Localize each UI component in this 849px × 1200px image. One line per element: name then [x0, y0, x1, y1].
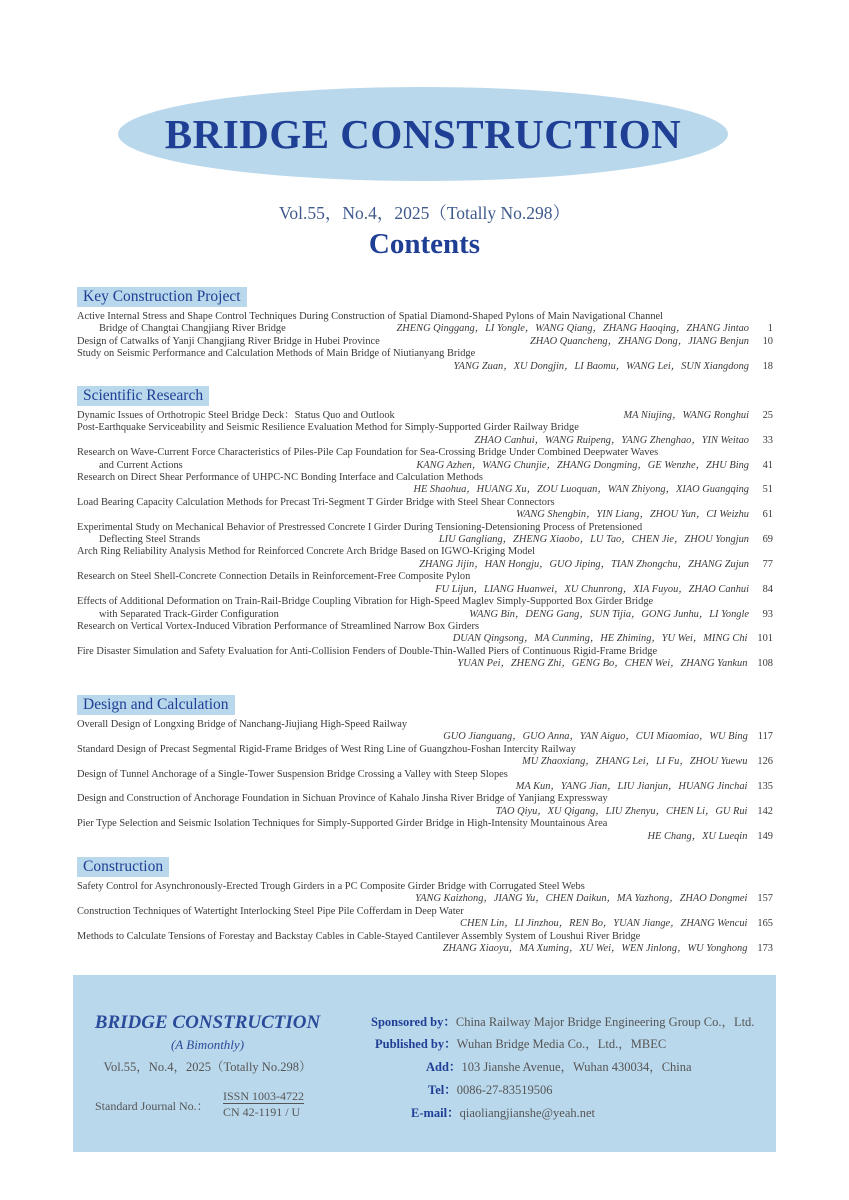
entry-page-number: 77 [762, 558, 773, 570]
toc-entry[interactable] [77, 348, 773, 373]
address [426, 1057, 692, 1075]
entry-authors: WANG Bin，DENG Gang，SUN Tijia，GONG Junhu，LI Yongle [469, 608, 749, 620]
entry-page-number: 10 [762, 335, 773, 347]
toc-entry[interactable] [77, 719, 773, 744]
toc-entry[interactable] [77, 336, 773, 348]
entry-authors: ZHENG Qinggang，LI Yongle，WANG Qiang，ZHANG Haoqing，ZHANG Jintao [396, 323, 749, 335]
toc-entry[interactable] [77, 793, 773, 818]
cn-number: CN 42-1191 / U [223, 1105, 301, 1119]
section-heading: Construction [77, 857, 169, 877]
entry-title-line: Active Internal Stress and Shape Control Techniques During Construction of Spatial Diamond-Shaped Pylons of Main Navigational Channel [77, 311, 664, 322]
entry-authors: MA Kun，YANG Jian，LIU Jianjun，HUANG Jinchai [515, 781, 748, 793]
entry-page-number: 142 [757, 805, 773, 817]
entry-page-number: 84 [762, 583, 773, 595]
toc-entry[interactable] [77, 931, 773, 956]
entry-title-line: Deflecting Steel Strands [99, 534, 200, 546]
standard-journal-label: Standard Journal No.： [95, 1099, 209, 1113]
section-heading: Key Construction Project [77, 287, 247, 307]
toc-entry[interactable] [77, 522, 773, 547]
entry-title-line: Research on Vertical Vortex-Induced Vibration Performance of Streamlined Narrow Box Girders [77, 620, 479, 632]
entry-page-number: 25 [762, 410, 773, 421]
footer-volume: Vol.55，No.4，2025（Totally No.298） [103, 1060, 312, 1074]
entry-page-number: 18 [762, 360, 773, 372]
entry-title-line: Pier Type Selection and Seismic Isolation Techniques for Simply-Supported Girder Bridge in High-Intensity Mountainous Area [77, 818, 608, 830]
entry-page-number: 173 [757, 943, 773, 955]
toc-entry[interactable] [77, 881, 773, 906]
entry-page-number: 1 [767, 323, 773, 335]
entry-page-number: 149 [757, 830, 773, 842]
entry-title-line: Construction Techniques of Watertight Interlocking Steel Pipe Pile Cofferdam in Deep Water [77, 905, 464, 917]
toc-entry[interactable] [77, 447, 773, 472]
toc-entry[interactable] [77, 546, 773, 571]
entry-authors: YANG Zuan，XU Dongjin，LI Baomu，WANG Lei，SUN Xiangdong [453, 360, 749, 372]
entry-title-line: Bridge of Changtai Changjiang River Bridge [99, 323, 286, 335]
sponsored-value: China Railway Major Bridge Engineering Group Co.，Ltd. [455, 1015, 755, 1029]
entry-title-line: Fire Disaster Simulation and Safety Evaluation for Anti-Collision Fenders of Double-Thin-Walled Piers of Continuous Rigid-Frame Bridge [77, 645, 658, 657]
address-label: Add： [426, 1060, 462, 1074]
entry-title-line: Research on Direct Shear Performance of UHPC-NC Bonding Interface and Calculation Methods [77, 472, 483, 484]
entry-page-number: 135 [757, 781, 773, 793]
entry-title-line: Overall Design of Longxing Bridge of Nanchang-Jiujiang High-Speed Railway [77, 719, 408, 730]
entry-title-line: Research on Wave-Current Force Characteristics of Piles-Pile Cap Foundation for Sea-Crossing Bridge Under Combined Deepwater Waves [77, 447, 659, 459]
entry-title-line: Methods to Calculate Tensions of Forestay and Backstay Cables in Cable-Stayed Cantilever Assembly System of Loushui River Bridge [77, 930, 641, 942]
entry-page-number: 108 [757, 658, 773, 670]
tel-value: 0086-27-83519506 [456, 1083, 553, 1097]
entry-title-line: Post-Earthquake Serviceability and Seismic Resilience Evaluation Method for Simply-Supported Girder Railway Bridge [77, 422, 579, 434]
entry-authors: HE Chang，XU Lueqin [647, 830, 748, 842]
published-value: Wuhan Bridge Media Co.，Ltd.，MBEC [456, 1037, 667, 1051]
entry-page-number: 61 [762, 509, 773, 521]
section-scientific-research [77, 385, 773, 671]
entry-page-number: 51 [762, 484, 773, 496]
toc-entry[interactable] [77, 571, 773, 596]
toc-entry[interactable] [77, 410, 773, 422]
toc-entry[interactable] [77, 906, 773, 931]
entry-page-number: 101 [757, 633, 773, 645]
footer-bimonthly: (A Bimonthly) [170, 1037, 245, 1052]
entry-page-number: 117 [757, 731, 773, 743]
issn-number: ISSN 1003-4722 [223, 1089, 305, 1103]
section-heading: Scientific Research [77, 386, 209, 406]
toc-entry[interactable] [77, 818, 773, 843]
entry-title-line: Study on Seismic Performance and Calculation Methods of Main Bridge of Niutianyang Bridge [77, 348, 476, 360]
entry-authors: MA Niujing，WANG Ronghui [623, 410, 749, 421]
entry-authors: MU Zhaoxiang，ZHANG Lei，LI Fu，ZHOU Yuewu [522, 756, 748, 768]
toc-entry[interactable] [77, 769, 773, 794]
toc-entry[interactable] [77, 422, 773, 447]
entry-page-number: 126 [757, 756, 773, 768]
published-label: Published by： [375, 1037, 457, 1051]
entry-title-line: with Separated Track-Girder Configuration [99, 608, 279, 620]
footer-journal-name: BRIDGE CONSTRUCTION [94, 1012, 321, 1033]
toc-entry[interactable] [77, 621, 773, 646]
entry-title-line: Design and Construction of Anchorage Foundation in Sichuan Province of Kahalo Jinsha River Bridge of Yanjiang Expressway [77, 793, 608, 805]
entry-page-number: 41 [762, 459, 773, 471]
entry-authors: ZHAO Canhui，WANG Ruipeng，YANG Zhenghao，YIN Weitao [474, 434, 749, 446]
entry-authors: TAO Qiyu，XU Qigang，LIU Zhenyu，CHEN Li，GU Rui [495, 805, 748, 817]
entry-authors: FU Lijun，LIANG Huanwei，XU Chunrong，XIA Fuyou，ZHAO Canhui [435, 583, 749, 595]
section-heading: Design and Calculation [77, 695, 235, 715]
journal-title: BRIDGE CONSTRUCTION [164, 111, 682, 157]
tel-label: Tel： [428, 1083, 457, 1097]
sponsored-by [371, 1012, 754, 1030]
entry-authors: DUAN Qingsong，MA Cunming，HE Zhiming，YU Wei，MING Chi [452, 633, 748, 645]
entry-title-line: Design of Catwalks of Yanji Changjiang River Bridge in Hubei Province [77, 335, 380, 347]
address-value: 103 Jianshe Avenue，Wuhan 430034，China [461, 1060, 692, 1074]
entry-page-number: 33 [762, 434, 773, 446]
entry-title-line: Load Bearing Capacity Calculation Methods for Precast Tri-Segment T Girder Bridge with Steel Shear Connectors [77, 496, 555, 508]
toc-entry[interactable] [77, 646, 773, 671]
entry-title-line: Safety Control for Asynchronously-Erected Trough Girders in a PC Composite Girder Bridge with Corrugated Steel Webs [77, 881, 585, 892]
entry-title-line: Arch Ring Reliability Analysis Method for Reinforced Concrete Arch Bridge Based on IGWO-Kriging Model [77, 546, 535, 558]
entry-title-line: Standard Design of Precast Segmental Rigid-Frame Bridges of West Ring Line of Guangzhou-Foshan Intercity Railway [77, 743, 576, 755]
published-by [375, 1034, 666, 1052]
entry-title-line: Design of Tunnel Anchorage of a Single-Tower Suspension Bridge Crossing a Valley with Steep Slopes [77, 768, 508, 780]
entry-page-number: 69 [762, 534, 773, 546]
section-design-and-calculation [77, 694, 773, 843]
entry-authors: CHEN Lin，LI Jinzhou，REN Bo，YUAN Jiange，ZHANG Wencui [460, 918, 748, 930]
sponsored-label: Sponsored by： [371, 1015, 456, 1029]
email-value[interactable]: qiaoliangjianshe@yeah.net [459, 1106, 596, 1120]
entry-authors: HE Shaohua，HUANG Xu，ZOU Luoquan，WAN Zhiyong，XIAO Guangqing [413, 484, 749, 496]
toc-entry[interactable] [77, 311, 773, 336]
section-key-construction-project [77, 286, 773, 373]
entry-authors: YUAN Pei，ZHENG Zhi，GENG Bo，CHEN Wei，ZHANG Yankun [457, 658, 748, 670]
entry-authors: KANG Azhen，WANG Chunjie，ZHANG Dongming，GE Wenzhe，ZHU Bing [416, 459, 749, 471]
entry-title-line: Dynamic Issues of Orthotropic Steel Bridge Deck：Status Quo and Outlook [77, 410, 395, 421]
imprint-box [73, 975, 776, 1152]
journal-numbers [223, 1088, 304, 1120]
entry-title-line: Effects of Additional Deformation on Train-Rail-Bridge Coupling Vibration for High-Speed Maglev Simply-Supported Box Girder Bridge [77, 596, 654, 608]
entry-title-line: Experimental Study on Mechanical Behavior of Prestressed Concrete I Girder During Tensioning-Detensioning Process of Pretensioned [77, 521, 643, 533]
section-construction [77, 856, 773, 955]
entry-page-number: 157 [757, 893, 773, 905]
entry-authors: LIU Gangliang，ZHENG Xiaobo，LU Tao，CHEN Jie，ZHOU Yongjun [438, 534, 749, 546]
toc-entry[interactable] [77, 497, 773, 522]
toc-entry[interactable] [77, 744, 773, 769]
volume-line: Vol.55，No.4，2025（Totally No.298） [278, 203, 571, 223]
toc-entry[interactable] [77, 596, 773, 621]
entry-title-line: Research on Steel Shell-Concrete Connection Details in Reinforcement-Free Composite Pylon [77, 571, 471, 583]
toc-entry[interactable] [77, 472, 773, 497]
entry-authors: YANG Kaizhong，JIANG Yu，CHEN Daikun，MA Yazhong，ZHAO Dongmei [415, 893, 748, 905]
entry-page-number: 93 [762, 608, 773, 620]
entry-title-line: and Current Actions [99, 459, 183, 471]
entry-page-number: 165 [757, 918, 773, 930]
entry-authors: ZHANG Xiaoyu，MA Xuming，XU Wei，WEN Jinlong，WU Yonghong [442, 943, 748, 955]
email [411, 1103, 595, 1121]
telephone [428, 1080, 553, 1098]
entry-authors: WANG Shengbin，YIN Liang，ZHOU Yun，CI Weizhu [516, 509, 749, 521]
entry-authors: ZHANG Jijin，HAN Hongju，GUO Jiping，TIAN Zhongchu，ZHANG Zujun [419, 558, 749, 570]
contents-heading: Contents [368, 228, 481, 260]
email-label: E-mail： [411, 1106, 460, 1120]
entry-authors: GUO Jianguang，GUO Anna，YAN Aiguo，CUI Miaomiao，WU Bing [443, 731, 748, 743]
entry-authors: ZHAO Quancheng，ZHANG Dong，JIANG Benjun [529, 335, 749, 347]
